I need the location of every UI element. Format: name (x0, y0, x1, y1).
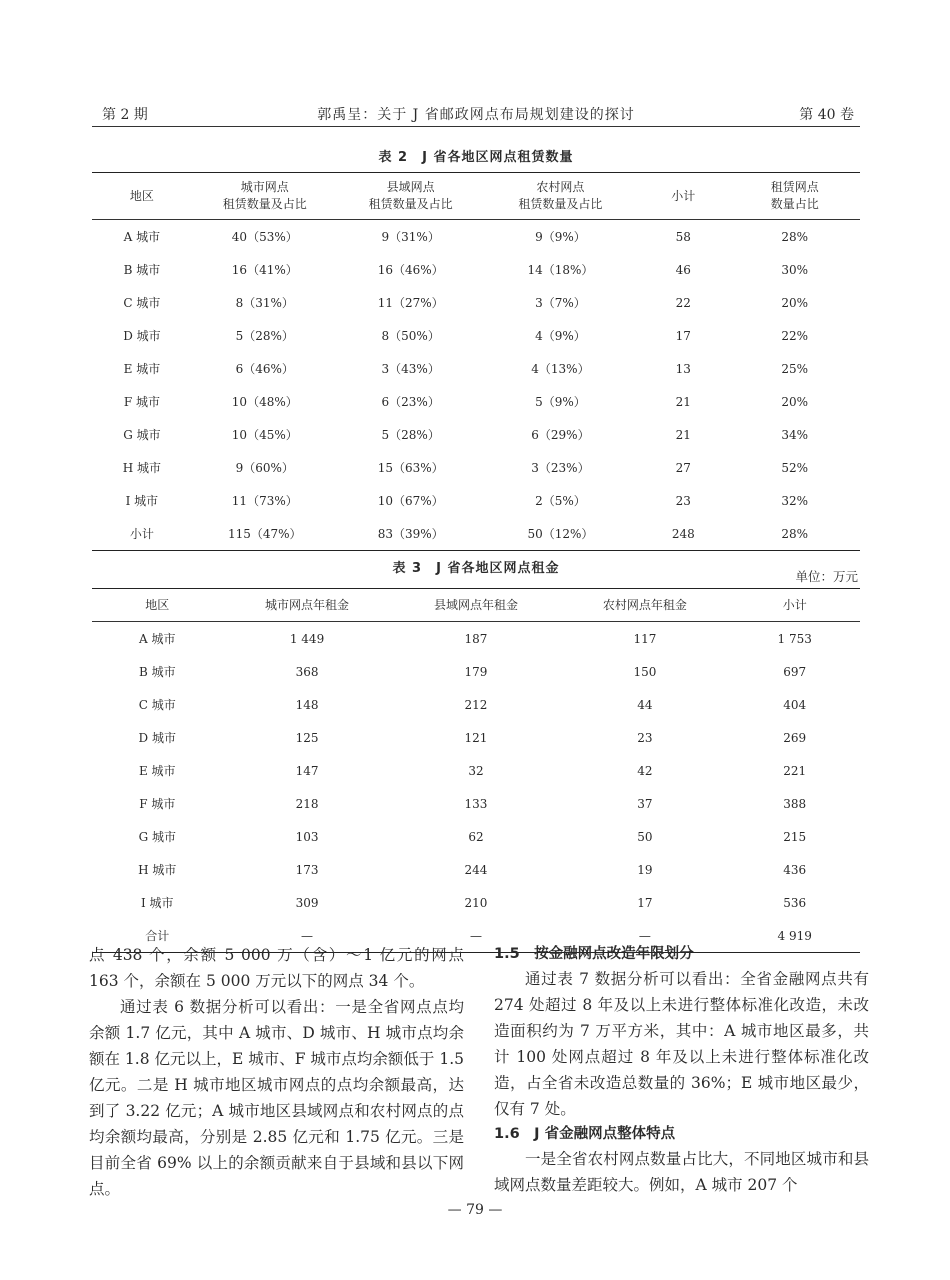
table2-cell: 30% (781, 262, 809, 277)
table2-header-cell: 县域网点 租赁数量及占比 (338, 173, 484, 220)
table3-cell: 388 (783, 796, 807, 811)
table3-cell: 23 (637, 730, 653, 745)
table2-cell: 5（28%） (235, 329, 294, 343)
table2-header-cell: 租赁网点 数量占比 (729, 173, 860, 220)
table2-cell: 248 (671, 526, 695, 541)
table2-cell: 10（48%） (231, 395, 298, 409)
table3-row (92, 688, 860, 721)
table2-header-cell: 城市网点 租赁数量及占比 (192, 173, 338, 220)
table3-cell: B 城市 (138, 665, 176, 679)
table3-cell: 133 (464, 796, 488, 811)
table2-header-cell: 农村网点 租赁数量及占比 (484, 173, 638, 220)
table3-cell: I 城市 (140, 896, 174, 910)
table3-cell: 117 (633, 631, 657, 646)
table2-cell: 28% (781, 526, 809, 541)
table2-cell: 50（12%） (527, 527, 594, 541)
table3-row (92, 754, 860, 787)
table2-row (92, 253, 860, 286)
table3-header-cell: 地区 (92, 589, 223, 622)
table3-cell: A 城市 (139, 632, 176, 646)
table2-cell: 13 (675, 361, 691, 376)
table3-cell: F 城市 (139, 797, 176, 811)
section-heading-1-5: 1.5 按金融网点改造年限划分 (494, 946, 694, 962)
table3-row (92, 886, 860, 919)
table3-cell: 37 (637, 796, 653, 811)
table3-row (92, 622, 860, 656)
table3-cell: C 城市 (138, 698, 176, 712)
table2-cell: 23 (675, 493, 691, 508)
table3-cell: 1 753 (777, 631, 812, 646)
table3-cell: 62 (468, 829, 484, 844)
table3-row (92, 820, 860, 853)
table2-cell: 6（23%） (381, 395, 440, 409)
table2-row (92, 286, 860, 319)
section-heading-1-6: 1.6 J 省金融网点整体特点 (494, 1126, 676, 1142)
table2-cell: 14（18%） (527, 263, 594, 277)
table2-cell: 11（27%） (377, 296, 444, 310)
table3-row (92, 853, 860, 886)
table3-cell: 697 (783, 664, 807, 679)
right-column (494, 942, 869, 1198)
table3-cell: 221 (783, 763, 807, 778)
table2-cell: 小计 (129, 527, 154, 541)
left-paragraph-2: 通过表 6 数据分析可以看出：一是全省网点点均余额 1.7 亿元，其中 A 城市、D 城市、H 城市点均余额在 1.8 亿元以上，E 城市、F 城市点均余额低于 1.5 亿元。二是 H 城市地区城市网点的点均余额最高，达到了 3.22 亿元；A 城市地区县域网点和农村网点的点均余额均最高，分别是 2.85 亿元和 1.75 亿元。三是目前全省 69% 以上的余额贡献来自于县域和县以下网点。 (89, 998, 465, 1198)
table2-cell: 22% (781, 328, 809, 343)
table3-row (92, 655, 860, 688)
volume-number: 第 40 卷 (799, 107, 854, 123)
table3-cell: 187 (464, 631, 488, 646)
table2-cell: 27 (675, 460, 691, 475)
table2-cell: 40（53%） (231, 230, 298, 244)
table3-header-cell: 县域网点年租金 (392, 589, 561, 622)
table3-cell: 50 (637, 829, 653, 844)
table3-cell: 436 (783, 862, 807, 877)
page-number: — 79 — (447, 1202, 503, 1218)
table2-cell: 6（46%） (235, 362, 294, 376)
table3-cell: 173 (295, 862, 319, 877)
table2-cell: G 城市 (123, 428, 161, 442)
left-paragraph-1: 点 438 个，余额 5 000 万（含）～1 亿元的网点 163 个，余额在 5 000 万元以下的网点 34 个。 (89, 946, 464, 990)
table3-cell: 179 (464, 664, 488, 679)
running-header (92, 104, 860, 127)
table3-cell: 44 (637, 697, 653, 712)
table2-cell: 4（13%） (531, 362, 590, 376)
right-paragraph-2: 一是全省农村网点数量占比大，不同地区城市和县域网点数量差距较大。例如，A 城市 207 个 (494, 1150, 869, 1194)
table2-cell: E 城市 (123, 362, 161, 376)
table2 (92, 172, 860, 551)
table2-cell: 2（5%） (535, 494, 586, 508)
table2-cell: 22 (675, 295, 691, 310)
table2-cell: A 城市 (123, 230, 161, 244)
table2-cell: 8（31%） (235, 296, 294, 310)
table2-row (92, 418, 860, 451)
table3-cell: 121 (464, 730, 488, 745)
table3-cell: 17 (637, 895, 653, 910)
table3-cell: 147 (295, 763, 319, 778)
table2-cell: 115（47%） (227, 527, 302, 541)
table3-cell: 210 (464, 895, 488, 910)
table3-caption: 表 3 J 省各地区网点租金 (392, 561, 560, 576)
table3-cell: E 城市 (138, 764, 176, 778)
table2-cell: 5（28%） (381, 428, 440, 442)
table3-cell: 212 (464, 697, 488, 712)
table2-cell: 10（45%） (231, 428, 298, 442)
table2-header-cell: 小计 (637, 173, 729, 220)
table2-row (92, 352, 860, 385)
table2-row (92, 451, 860, 484)
table2-cell: 83（39%） (377, 527, 444, 541)
table3-cell: 368 (295, 664, 319, 679)
left-column (89, 942, 464, 1202)
table2-row (92, 385, 860, 418)
table2-cell: 20% (781, 295, 809, 310)
issue-number: 第 2 期 (102, 107, 148, 123)
table2-cell: 11（73%） (231, 494, 298, 508)
table2-cell: B 城市 (123, 263, 161, 277)
table2-cell: 3（7%） (535, 296, 586, 310)
table3-cell: D 城市 (138, 731, 176, 745)
table3-cell: 4 919 (777, 928, 812, 943)
table3-cell: G 城市 (138, 830, 176, 844)
table2-cell: 21 (675, 394, 691, 409)
table3-header-cell: 城市网点年租金 (223, 589, 392, 622)
table3-cell: 1 449 (289, 631, 325, 646)
table3-cell: — (469, 928, 482, 943)
table3-cell: 42 (637, 763, 653, 778)
table2-cell: 20% (781, 394, 809, 409)
table3-cell: 218 (295, 796, 319, 811)
table2-cell: 9（60%） (235, 461, 294, 475)
table2-cell: 5（9%） (535, 395, 586, 409)
table2-cell: 52% (781, 460, 809, 475)
table3-cell: 合计 (145, 929, 170, 943)
table2-cell: 9（9%） (535, 230, 586, 244)
table3-cell: 309 (295, 895, 319, 910)
table3-cell: — (638, 928, 651, 943)
table2-header-cell: 地区 (92, 173, 192, 220)
table3-row (92, 787, 860, 820)
table2-row (92, 484, 860, 517)
table3-unit: 单位：万元 (795, 569, 858, 584)
table2-cell: 58 (675, 229, 691, 244)
table2-cell: 46 (675, 262, 691, 277)
table2-cell: 8（50%） (381, 329, 440, 343)
table2-row (92, 517, 860, 551)
table2-cell: H 城市 (122, 461, 162, 475)
table3-cell: 404 (783, 697, 807, 712)
table3-cell: 215 (783, 829, 807, 844)
table2-cell: 4（9%） (535, 329, 586, 343)
table3-cell: 244 (464, 862, 488, 877)
table3-cell: 536 (783, 895, 807, 910)
table3-header-cell: 小计 (729, 589, 860, 622)
table2-cell: 17 (675, 328, 691, 343)
table2-cell: 25% (781, 361, 809, 376)
table3-cell: 150 (633, 664, 657, 679)
table2-cell: 16（41%） (231, 263, 298, 277)
table2-row (92, 319, 860, 352)
table2-cell: C 城市 (123, 296, 161, 310)
table2-cell: 15（63%） (377, 461, 444, 475)
table3-cell: 148 (295, 697, 319, 712)
table2-cell: 10（67%） (377, 494, 444, 508)
table2-cell: 16（46%） (377, 263, 444, 277)
article-title: 郭禹呈：关于 J 省邮政网点布局规划建设的探讨 (317, 107, 635, 123)
table2-cell: F 城市 (123, 395, 160, 409)
table3-cell: — (301, 928, 314, 943)
table2-cell: 6（29%） (531, 428, 590, 442)
table2-caption: 表 2 J 省各地区网点租赁数量 (378, 150, 574, 165)
table3 (92, 588, 860, 953)
table2-cell: 9（31%） (381, 230, 440, 244)
table3-cell: 125 (295, 730, 319, 745)
table3-row (92, 721, 860, 754)
table3-cell: H 城市 (138, 863, 177, 877)
table2-row (92, 220, 860, 254)
table2-cell: D 城市 (123, 329, 161, 343)
table3-cell: 269 (783, 730, 807, 745)
table2-cell: 34% (781, 427, 809, 442)
table3-cell: 32 (468, 763, 484, 778)
table3-cell: 103 (295, 829, 319, 844)
table2-cell: 28% (781, 229, 809, 244)
table3-cell: 19 (637, 862, 653, 877)
table2-cell: 3（23%） (531, 461, 590, 475)
table2-cell: 3（43%） (381, 362, 440, 376)
right-paragraph-1: 通过表 7 数据分析可以看出：全省金融网点共有 274 处超过 8 年及以上未进行整体标准化改造，未改造面积约为 7 万平方米，其中：A 城市地区最多，共计 100 处网点超过 8 年及以上未进行整体标准化改造，占全省未改造总数量的 36%；E 城市地区最少，仅有 7 处。 (494, 970, 869, 1118)
table2-cell: I 城市 (125, 494, 159, 508)
table2-cell: 21 (675, 427, 691, 442)
table3-header-cell: 农村网点年租金 (560, 589, 729, 622)
table2-cell: 32% (781, 493, 809, 508)
